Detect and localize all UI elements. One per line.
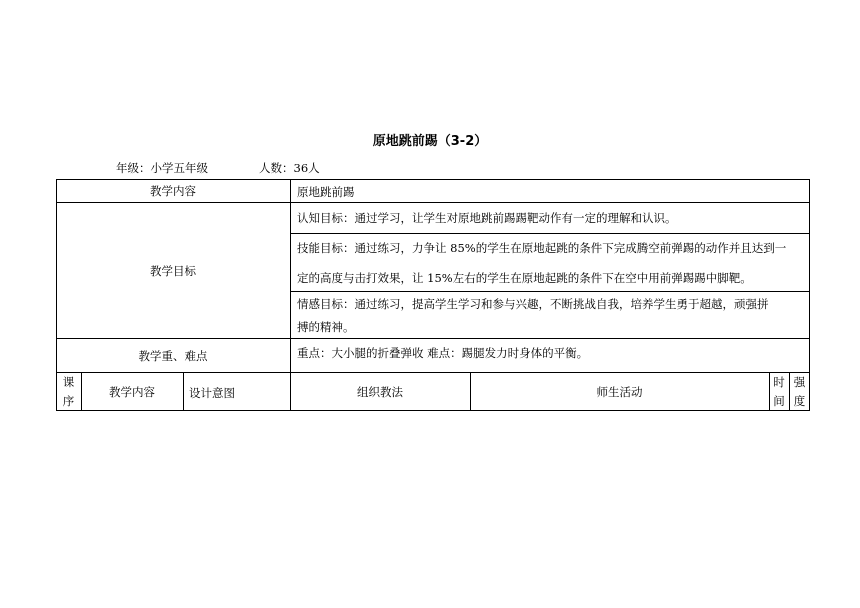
header-lesson-bottom: 序 <box>62 394 75 408</box>
row-divider <box>290 291 810 292</box>
header-time <box>769 373 789 411</box>
goals-label: 教学目标 <box>150 263 196 278</box>
row-divider <box>290 233 810 234</box>
header-organization: 组织教法 <box>357 385 403 399</box>
goal-cognitive: 认知目标：通过学习，让学生对原地跳前踢踢靶动作有一定的理解和认识。 <box>297 211 677 225</box>
header-content: 教学内容 <box>109 385 155 399</box>
content-label: 教学内容 <box>150 184 196 198</box>
header-intensity <box>789 373 810 411</box>
keypoints-value: 重点：大小腿的折叠弹收 难点：踢腿发力时身体的平衡。 <box>297 346 589 360</box>
header-intensity-bottom: 度 <box>793 394 806 408</box>
header-intensity-top: 强 <box>793 375 806 389</box>
goal-emotion-line2: 搏的精神。 <box>297 320 355 334</box>
goal-skill-line2: 定的高度与击打效果，让 15%左右的学生在原地起跳的条件下在空中用前弹踢踢中脚靶。 <box>297 271 752 285</box>
header-lesson-top: 课 <box>62 375 75 389</box>
header-lesson-order <box>56 373 81 411</box>
column-divider <box>183 372 184 411</box>
keypoints-label: 教学重、难点 <box>138 348 208 363</box>
header-time-bottom: 间 <box>773 394 785 408</box>
header-design: 设计意图 <box>189 386 235 400</box>
column-divider <box>290 179 291 372</box>
header-activities: 师生活动 <box>596 385 643 399</box>
header-time-top: 时 <box>773 375 785 389</box>
page-title: 原地跳前踢（3-2） <box>372 134 488 149</box>
goal-skill-line1: 技能目标：通过练习，力争让 85%的学生在原地起跳的条件下完成腾空前弹踢的动作并且达到一 <box>297 241 787 255</box>
goal-emotion-line1: 情感目标：通过练习，提高学生学习和参与兴趣，不断挑战自我，培养学生勇于超越，顽强拼 <box>297 297 769 311</box>
content-value: 原地跳前踢 <box>297 185 355 199</box>
people-count: 人数：36人 <box>259 161 320 175</box>
grade-label: 年级：小学五年级 <box>116 161 208 175</box>
